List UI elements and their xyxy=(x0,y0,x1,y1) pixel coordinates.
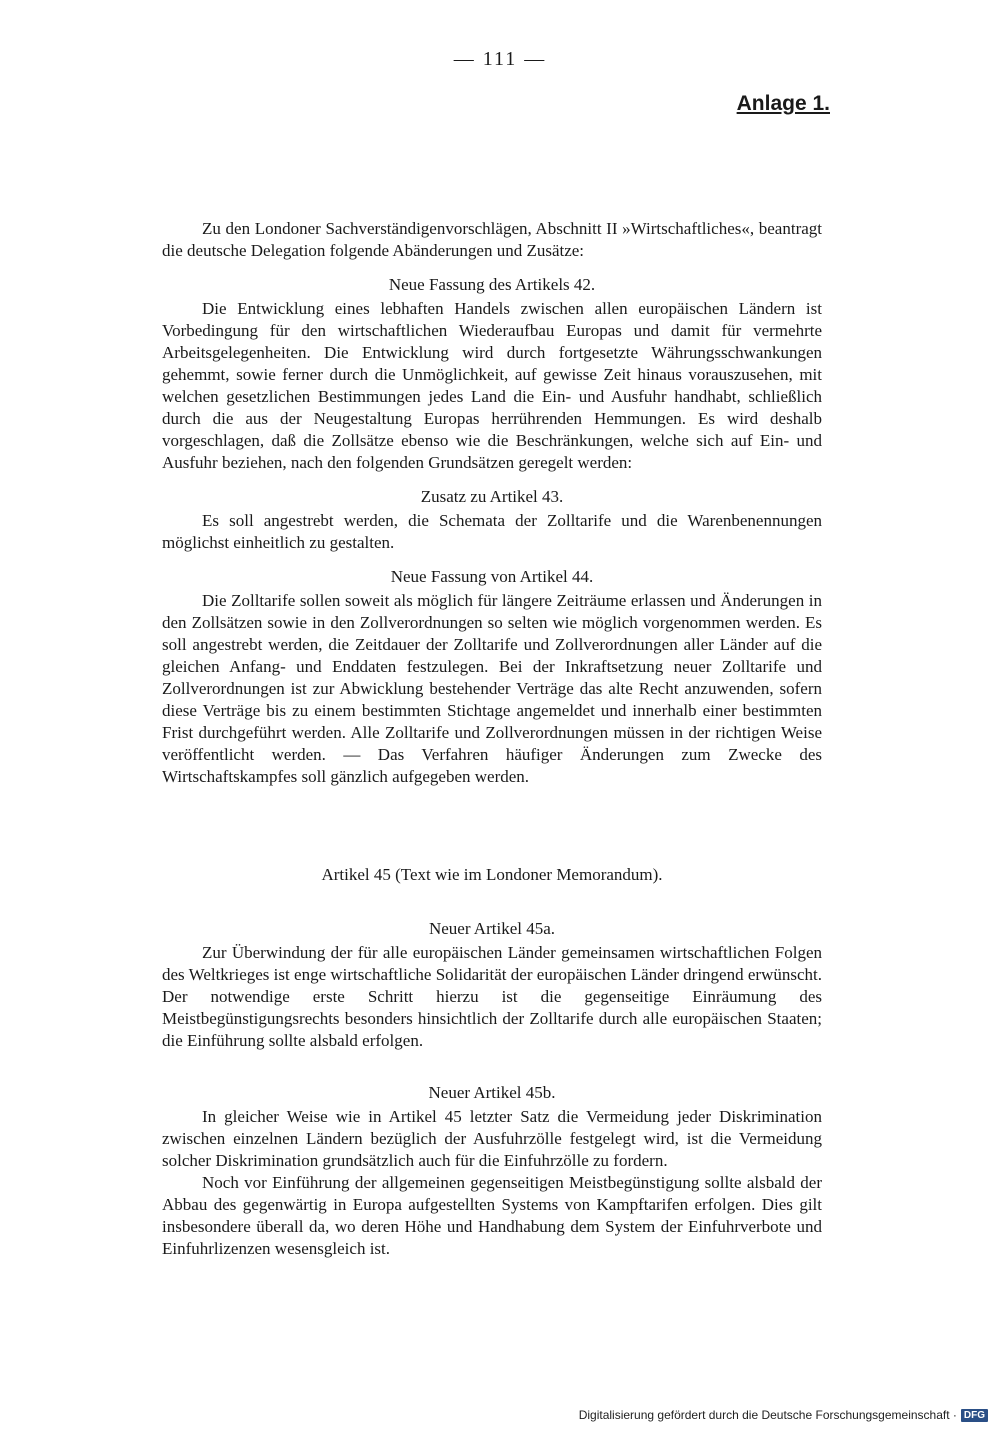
heading-artikel-45a: Neuer Artikel 45a. xyxy=(428,919,556,938)
page-number: — 111 — xyxy=(453,48,547,70)
heading-artikel-45b: Neuer Artikel 45b. xyxy=(428,1083,556,1102)
spacer xyxy=(162,1052,822,1070)
paragraph-artikel-45a: Zur Überwindung der für alle europäischen Länder gemeinsamen wirtschaftlichen Folgen des Weltkrieges ist enge wirtschaftliche Solidarität der europäischen Länder dringend erwünscht. Der notwendige erste Schritt hierzu ist die gegenseitige Einräumung des Meistbegünstigungsrechts besonders hinsichtlich der Zolltarife durch alle europäischen Staaten; die Einführung sollte alsbald erfolgen. xyxy=(162,943,822,1050)
paragraph-artikel-42: Die Entwicklung eines lebhaften Handels zwischen allen europäischen Ländern ist Vorbedingung für den wirtschaftlichen Wiederaufbau Europas und damit für vermehrte Arbeitsgelegenheiten. Die Entwicklung wird durch fortgesetzte Währungsschwankungen gehemmt, sowie ferner durch die Unmöglichkeit, auf gewisse Zeit hinaus vorauszusehen, mit welchen gesetzlichen Bestimmungen jedes Land die Ein- und Ausfuhr handhabt, schließlich durch die aus der Neugestaltung Europas herrührenden Hemmungen. Es wird deshalb vorgeschlagen, daß die Zollsätze ebenso wie die Beschränkungen, welche sich auf Ein- und Ausfuhr beziehen, nach den folgenden Grundsätzen geregelt werden: xyxy=(162,299,822,472)
spacer xyxy=(162,788,822,852)
dfg-logo: DFG xyxy=(961,1409,988,1422)
attachment-label: Anlage 1. xyxy=(736,92,830,115)
heading-artikel-44: Neue Fassung von Artikel 44. xyxy=(390,567,594,586)
paragraph-artikel-44: Die Zolltarife sollen soweit als möglich für längere Zeiträume erlassen und Änderungen in den Zollsätzen sowie in den Zollverordnungen so selten wie möglich vorgenommen werden. Es soll angestrebt werden, die Zeitdauer der Zolltarife und Zollverordnungen aller Länder auf die gleichen Anfang- und Enddaten festzulegen. Bei der Inkraftsetzung neuer Zolltarife und Zollverordnungen ist zur Abwicklung bestehender Verträge das alte Recht anzuwenden, sofern diese Verträge bis zu einem bestimmten Stichtage angemeldet und innerhalb einer bestimmten Frist durchgeführt werden. Alle Zolltarife und Zollverordnungen müssen in der richtigen Weise veröffentlicht werden. — Das Verfahren häufiger Änderungen zum Zwecke des Wirtschaftskampfes soll gänzlich aufgegeben werden. xyxy=(162,591,822,786)
footer-text: Digitalisierung gefördert durch die Deutsche Forschungsgemeinschaft · xyxy=(578,1408,957,1422)
paragraph-artikel-45b-1: In gleicher Weise wie in Artikel 45 letzter Satz die Vermeidung jeder Diskrimination zwischen einzelnen Ländern bezüglich der Ausfuhrzölle festgelegt wird, ist die Vermeidung solcher Diskrimination grundsätzlich auch für die Einfuhrzölle zu fordern. xyxy=(162,1107,822,1170)
heading-artikel-42: Neue Fassung des Artikels 42. xyxy=(388,275,596,294)
intro-paragraph: Zu den Londoner Sachverständigenvorschlägen, Abschnitt II »Wirtschaftliches«, beantragt die deutsche Delegation folgende Abänderungen und Zusätze: xyxy=(162,219,822,260)
paragraph-artikel-43: Es soll angestrebt werden, die Schemata der Zolltarife und die Warenbenennungen möglichst einheitlich zu gestalten. xyxy=(162,511,822,552)
spacer xyxy=(162,888,822,906)
paragraph-artikel-45b-2: Noch vor Einführung der allgemeinen gegenseitigen Meistbegünstigung sollte alsbald der Abbau des gegenwärtig in Europa aufgestellten Systems von Kampftarifen erfolgen. Dies gilt insbesondere überall da, wo deren Höhe und Handhabung dem System der Einfuhrverbote und Einfuhrlizenzen wesensgleich ist. xyxy=(162,1173,822,1258)
footer-credit xyxy=(579,1408,988,1422)
heading-artikel-45: Artikel 45 (Text wie im Londoner Memorandum). xyxy=(321,865,663,884)
document-body xyxy=(162,218,822,1260)
heading-artikel-43: Zusatz zu Artikel 43. xyxy=(420,487,564,506)
